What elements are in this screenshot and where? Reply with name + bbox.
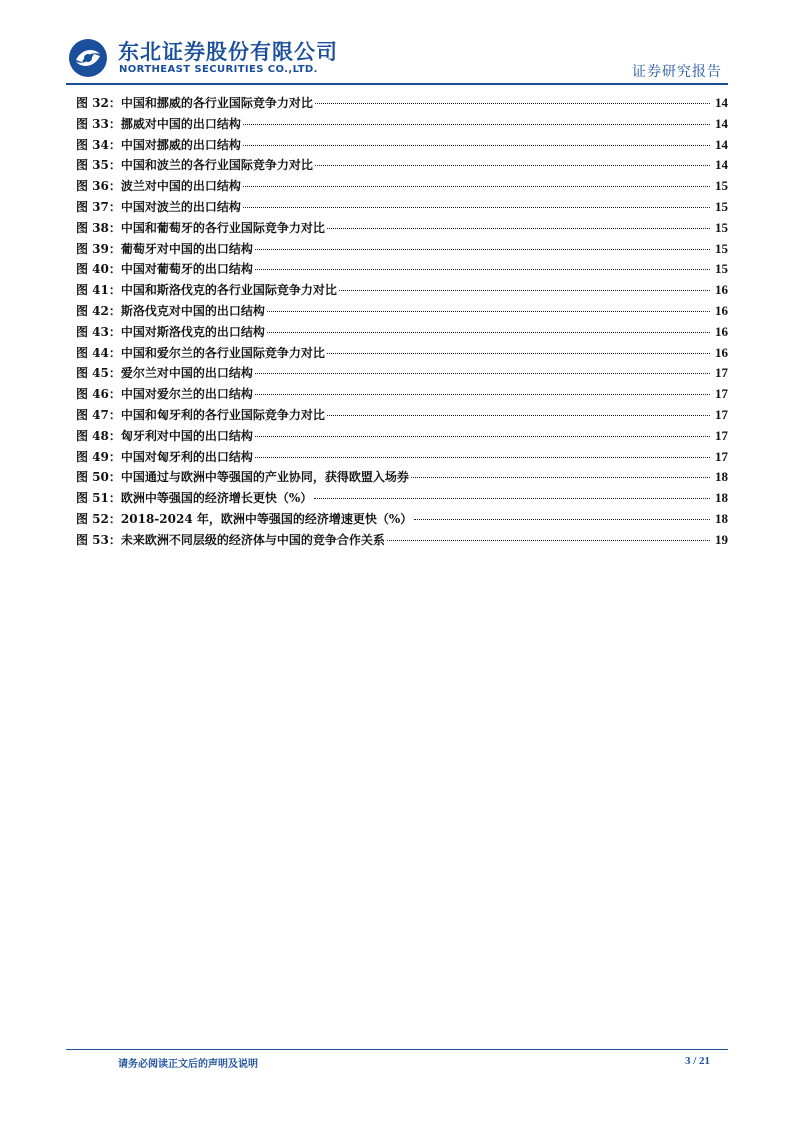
- toc-figure-label: 图 46：: [76, 387, 121, 402]
- toc-dot-leader: [339, 290, 710, 291]
- toc-figure-label: 图 45：: [76, 366, 121, 381]
- toc-entry[interactable]: [76, 448, 728, 469]
- toc-figure-label: 图 32：: [76, 96, 121, 110]
- toc-page-number: 17: [715, 386, 728, 402]
- toc-dot-leader: [255, 373, 710, 374]
- toc-dot-leader: [414, 519, 710, 520]
- toc-figure-label: 图 34：: [76, 137, 121, 152]
- toc-figure-label: 图 51：: [76, 491, 121, 506]
- toc-entry[interactable]: [76, 468, 728, 489]
- toc-page-number: 15: [715, 261, 728, 277]
- toc-figure-label: 图 43：: [76, 324, 121, 339]
- toc-entry[interactable]: [76, 364, 728, 385]
- toc-dot-leader: [327, 353, 710, 354]
- toc-entry[interactable]: [76, 260, 728, 281]
- toc-figure-title: 中国和葡萄牙的各行业国际竞争力对比: [120, 220, 325, 235]
- toc-entry[interactable]: [76, 344, 728, 365]
- toc-page-number: 14: [715, 136, 728, 152]
- company-name-en: NORTHEAST SECURITIES CO.,LTD.: [119, 64, 318, 75]
- toc-entry[interactable]: [76, 94, 728, 115]
- toc-figure-label: 图 33：: [76, 116, 121, 131]
- toc-entry[interactable]: [76, 427, 728, 448]
- toc-entry[interactable]: [76, 136, 728, 157]
- toc-figure-title: 中国对爱尔兰的出口结构: [120, 387, 253, 402]
- toc-entry[interactable]: [76, 281, 728, 302]
- toc-dot-leader: [327, 228, 710, 229]
- toc-figure-label: 图 39：: [76, 241, 121, 256]
- company-name-cn: 东北证券股份有限公司: [118, 40, 338, 64]
- toc-figure-title: 中国和挪威的各行业国际竞争力对比: [120, 96, 313, 110]
- toc-figure-title: 中国对葡萄牙的出口结构: [120, 262, 253, 277]
- toc-page-number: 16: [715, 282, 728, 298]
- toc-figure-label: 图 47：: [76, 407, 121, 422]
- toc-dot-leader: [255, 457, 710, 458]
- toc-figure-label: 图 50：: [76, 470, 121, 485]
- toc-figure-title: 中国和爱尔兰的各行业国际竞争力对比: [120, 345, 325, 360]
- toc-page-number: 16: [715, 302, 728, 318]
- toc-figure-title: 葡萄牙对中国的出口结构: [120, 241, 253, 256]
- toc-page-number: 14: [715, 95, 728, 110]
- toc-figure-label: 图 38：: [76, 220, 121, 235]
- northeast-securities-logo-icon: [68, 38, 108, 78]
- toc-dot-leader: [243, 186, 710, 187]
- toc-page-number: 17: [715, 406, 728, 422]
- report-type-label: 证券研究报告: [632, 64, 722, 80]
- toc-figure-label: 图 52：: [76, 511, 121, 526]
- toc-dot-leader: [243, 124, 710, 125]
- toc-entry[interactable]: [76, 510, 728, 531]
- toc-figure-label: 图 49：: [76, 449, 121, 464]
- toc-entry[interactable]: [76, 385, 728, 406]
- toc-entry[interactable]: [76, 323, 728, 344]
- toc-entry[interactable]: [76, 198, 728, 219]
- toc-dot-leader: [267, 332, 710, 333]
- toc-dot-leader: [267, 311, 710, 312]
- toc-page-number: 19: [715, 531, 728, 547]
- toc-figure-title: 中国对斯洛伐克的出口结构: [120, 324, 265, 339]
- toc-page-number: 18: [715, 510, 728, 526]
- toc-figure-title: 中国和波兰的各行业国际竞争力对比: [120, 158, 313, 173]
- footer-divider: [66, 1049, 728, 1050]
- toc-dot-leader: [387, 540, 710, 541]
- toc-dot-leader: [255, 394, 710, 395]
- toc-dot-leader: [327, 415, 710, 416]
- toc-figure-title: 未来欧洲不同层级的经济体与中国的竞争合作关系: [120, 532, 385, 547]
- toc-figure-label: 图 44：: [76, 345, 121, 360]
- toc-figure-title: 斯洛伐克对中国的出口结构: [120, 303, 265, 318]
- toc-page-number: 15: [715, 178, 728, 194]
- toc-dot-leader: [243, 145, 710, 146]
- toc-figure-label: 图 36：: [76, 179, 121, 194]
- toc-figure-title: 匈牙利对中国的出口结构: [120, 428, 253, 443]
- toc-figure-title: 中国和斯洛伐克的各行业国际竞争力对比: [120, 283, 337, 298]
- toc-entry[interactable]: [76, 115, 728, 136]
- toc-figure-title: 欧洲中等强国的经济增长更快（%）: [120, 491, 313, 506]
- toc-page-number: 16: [715, 344, 728, 360]
- toc-dot-leader: [255, 249, 710, 250]
- toc-page-number: 18: [715, 469, 728, 485]
- toc-figure-label: 图 42：: [76, 303, 121, 318]
- toc-figure-label: 图 40：: [76, 262, 121, 277]
- page-indicator: 3 / 21: [684, 1055, 710, 1067]
- toc-figure-label: 图 41：: [76, 283, 121, 298]
- toc-figure-label: 图 48：: [76, 428, 121, 443]
- toc-figure-title: 中国和匈牙利的各行业国际竞争力对比: [120, 407, 325, 422]
- toc-page-number: 18: [715, 490, 728, 506]
- toc-entry[interactable]: [76, 177, 728, 198]
- toc-page-number: 17: [715, 427, 728, 443]
- header-divider: [66, 83, 728, 85]
- toc-figure-title: 中国对挪威的出口结构: [120, 137, 241, 152]
- toc-figure-title: 中国对波兰的出口结构: [120, 199, 241, 214]
- toc-page-number: 14: [715, 115, 728, 131]
- toc-page-number: 14: [715, 157, 728, 173]
- toc-figure-title: 波兰对中国的出口结构: [120, 179, 241, 194]
- toc-page-number: 15: [715, 198, 728, 214]
- footer-disclaimer: 请务必阅读正文后的声明及说明: [118, 1059, 258, 1070]
- page-header: [0, 0, 794, 90]
- toc-page-number: 17: [715, 448, 728, 464]
- toc-figure-title: 挪威对中国的出口结构: [120, 116, 241, 131]
- toc-entry[interactable]: [76, 531, 728, 552]
- toc-page-number: 17: [715, 365, 728, 381]
- toc-dot-leader: [315, 165, 710, 166]
- toc-dot-leader: [243, 207, 710, 208]
- toc-entry[interactable]: [76, 156, 728, 177]
- toc-entry[interactable]: [76, 489, 728, 510]
- toc-entry[interactable]: [76, 240, 728, 261]
- toc-figure-label: 图 37：: [76, 199, 121, 214]
- figure-index-list: [76, 94, 728, 552]
- toc-figure-label: 图 35：: [76, 158, 121, 173]
- toc-figure-title: 爱尔兰对中国的出口结构: [120, 366, 253, 381]
- toc-entry[interactable]: [76, 302, 728, 323]
- toc-figure-title: 中国通过与欧洲中等强国的产业协同，获得欧盟入场券: [120, 470, 409, 485]
- toc-figure-title: 2018-2024 年，欧洲中等强国的经济增速更快（%）: [120, 511, 413, 526]
- toc-dot-leader: [315, 103, 710, 104]
- toc-dot-leader: [314, 498, 710, 499]
- toc-page-number: 16: [715, 323, 728, 339]
- toc-page-number: 15: [715, 240, 728, 256]
- toc-page-number: 15: [715, 219, 728, 235]
- toc-dot-leader: [411, 477, 710, 478]
- toc-figure-label: 图 53：: [76, 532, 121, 547]
- toc-entry[interactable]: [76, 219, 728, 240]
- toc-dot-leader: [255, 436, 710, 437]
- toc-dot-leader: [255, 269, 710, 270]
- toc-figure-title: 中国对匈牙利的出口结构: [120, 449, 253, 464]
- toc-entry[interactable]: [76, 406, 728, 427]
